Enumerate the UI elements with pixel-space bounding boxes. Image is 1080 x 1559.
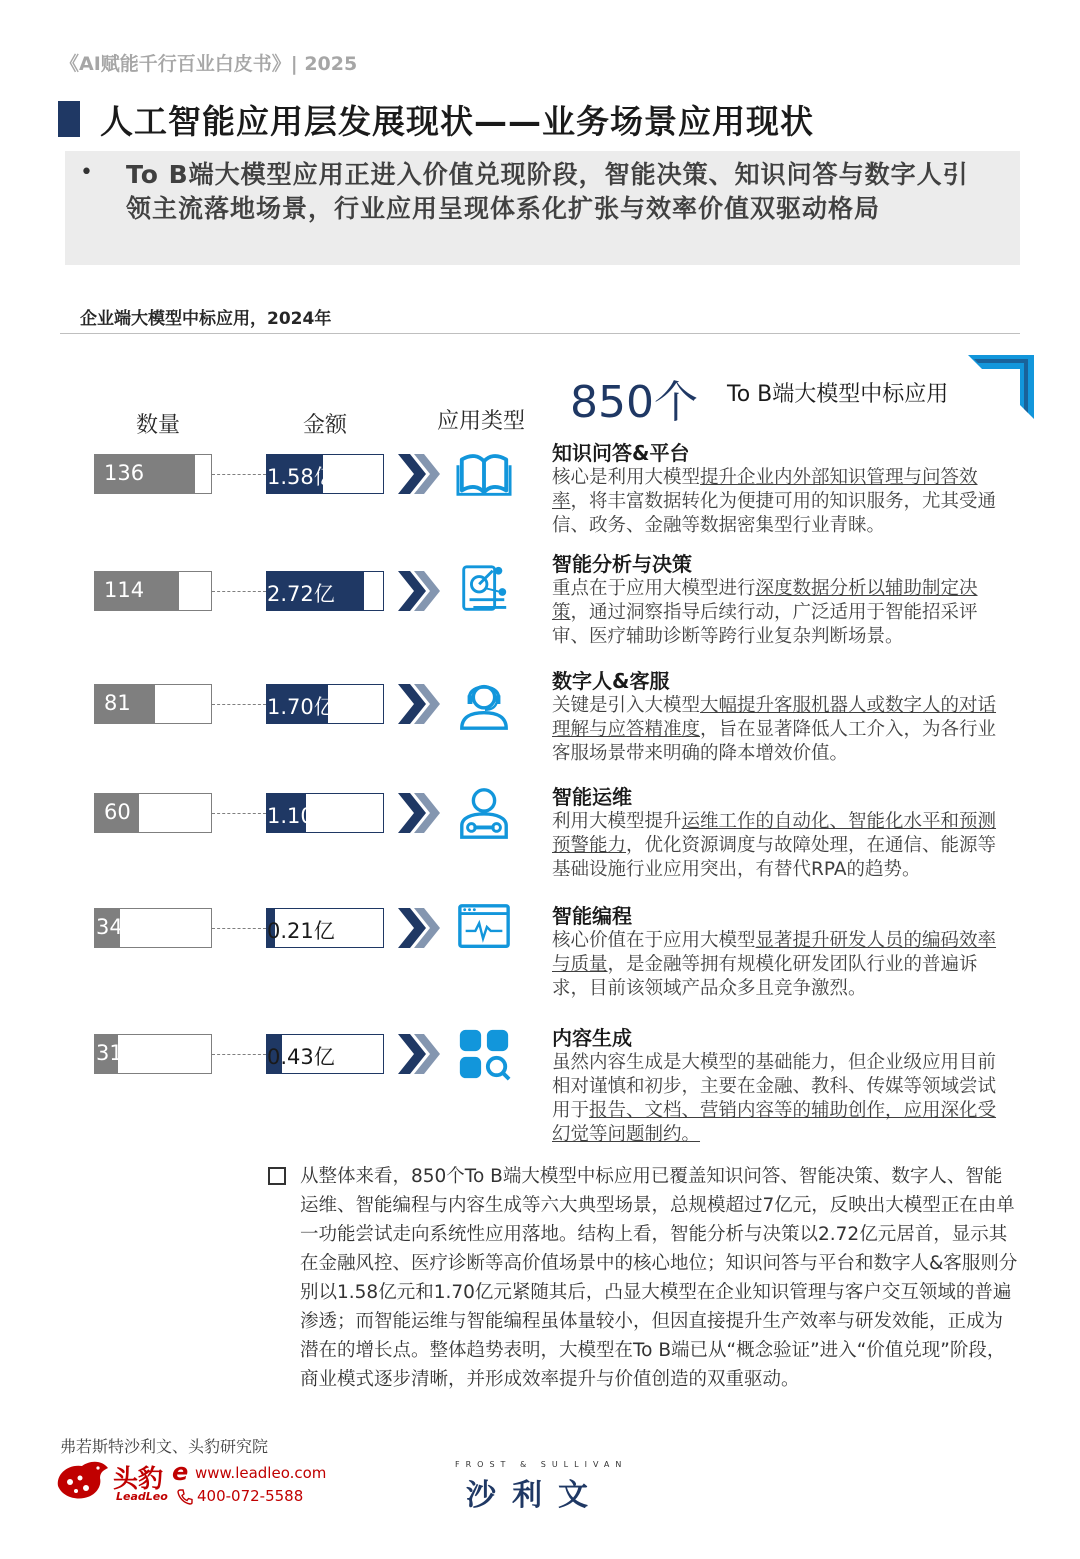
category-title: 内容生成 xyxy=(552,1026,632,1050)
description-text: 虽然内容生成是大模型的基础能力，但企业级应用目前相对谨慎和初步，主要在金融、教科、传媒等领域尝试用于 xyxy=(552,1052,997,1121)
count-value: 31 xyxy=(96,1041,123,1065)
count-value: 34 xyxy=(96,915,123,939)
code-monitor-icon xyxy=(455,900,513,956)
leadleo-logo-en: LeadLeo xyxy=(116,1490,168,1503)
row-connector xyxy=(212,591,266,592)
category-description xyxy=(552,466,1014,538)
count-value: 60 xyxy=(104,800,131,824)
e-logo-icon: e xyxy=(172,1458,189,1486)
chevron-right-icon xyxy=(398,791,442,835)
book-icon xyxy=(455,446,513,502)
description-text: 关键是引入大模型 xyxy=(552,695,701,716)
divider xyxy=(60,333,1020,334)
count-value: 81 xyxy=(104,691,131,715)
summary-text: To B端大模型应用正进入价值兑现阶段，智能决策、知识问答与数字人引领主流落地场景，行业应用呈现体系化扩张与效率价值双驱动格局 xyxy=(126,160,969,223)
amount-value: 0.43亿 xyxy=(267,1045,335,1069)
frost-sullivan-en: FROST & SULLIVAN xyxy=(455,1460,628,1469)
corner-decoration xyxy=(968,355,1034,419)
page-title: 人工智能应用层发展现状——业务场景应用现状 xyxy=(100,102,814,141)
description-text: ，旨在显著降低人工介入，为各行业客服场景带来明确的降本增效价值。 xyxy=(552,719,997,764)
category-title: 智能分析与决策 xyxy=(552,552,692,576)
phone-number: 400-072-5588 xyxy=(197,1487,304,1505)
description-text: 重点在于应用大模型进行 xyxy=(552,578,756,599)
count-bar xyxy=(94,908,212,948)
description-text: 核心价值在于应用大模型 xyxy=(552,930,756,951)
category-description xyxy=(552,1051,1014,1147)
row-connector xyxy=(212,1054,266,1055)
category-description xyxy=(552,929,1014,1001)
leopard-logo-icon xyxy=(54,1456,110,1502)
count-bar xyxy=(94,793,212,833)
engineer-wrench-icon xyxy=(455,785,513,841)
website-link[interactable]: www.leadleo.com xyxy=(195,1464,327,1482)
summary-bullet: • xyxy=(80,160,93,185)
column-header-amount: 金额 xyxy=(303,413,348,438)
amount-bar xyxy=(266,571,384,611)
description-text: ，将丰富数据转化为便捷可用的知识服务，尤其受通信、政务、金融等数据密集型行业青睐。 xyxy=(552,491,997,536)
amount-bar xyxy=(266,454,384,494)
content-grid-icon xyxy=(455,1026,513,1082)
description-text: 利用大模型提升 xyxy=(552,811,682,832)
chevron-right-icon xyxy=(398,682,442,726)
total-count: 850个 xyxy=(570,377,698,428)
row-connector xyxy=(212,928,266,929)
count-bar xyxy=(94,571,212,611)
amount-value: 1.70亿 xyxy=(267,695,335,719)
total-label: To B端大模型中标应用 xyxy=(727,382,949,407)
analysis-note: 从整体来看，850个To B端大模型中标应用已覆盖知识问答、智能决策、数字人、智能运维、智能编程与内容生成等六大典型场景，总规模超过7亿元，反映出大模型正在由单一功能尝试走向系统性应用落地。结构上看，智能分析与决策以2.72亿元居首，显示其在金融风控、医疗诊断等高价值场景中的核心地位；知识问答与平台和数字人&客服则分别以1.58亿元和1.70亿元紧随其后，凸显大模型在企业知识管理与客户交互领域的普遍渗透；而智能运维与智能编程虽体量较小，但因直接提升生产效率与研发效能，正成为潜在的增长点。整体趋势表明，大模型在To B端已从“概念验证”进入“价值兑现”阶段，商业模式逐步清晰，并形成效率提升与价值创造的双重驱动。 xyxy=(300,1166,1018,1390)
description-highlight: 提升企业内外部知识管理与问答效率 xyxy=(552,467,978,512)
category-description xyxy=(552,694,1014,766)
amount-bar xyxy=(266,908,384,948)
analysis-chart-icon xyxy=(455,563,513,619)
description-highlight: 运维工作的自动化、智能化水平和预测预警能力 xyxy=(552,811,997,856)
category-description xyxy=(552,577,1014,649)
category-title: 智能编程 xyxy=(552,904,632,928)
report-tag: 《AI赋能千行百业白皮书》| 2025 xyxy=(60,53,358,75)
title-accent-bar xyxy=(58,101,80,137)
amount-value: 1.10亿 xyxy=(267,804,335,828)
phone-icon xyxy=(176,1488,194,1506)
chevron-right-icon xyxy=(398,569,442,613)
category-description xyxy=(552,810,1014,882)
amount-value: 0.21亿 xyxy=(267,919,335,943)
amount-bar xyxy=(266,684,384,724)
description-highlight: 大幅提升客服机器人或数字人的对话理解与应答精准度 xyxy=(552,695,997,740)
column-header-type: 应用类型 xyxy=(437,409,526,434)
chevron-right-icon xyxy=(398,906,442,950)
description-highlight: 报告、文档、营销内容等的辅助创作，应用深化受幻觉等问题制约。 xyxy=(552,1100,997,1145)
chevron-right-icon xyxy=(398,452,442,496)
row-connector xyxy=(212,813,266,814)
category-title: 智能运维 xyxy=(552,785,632,809)
count-bar xyxy=(94,1034,212,1074)
description-text: ，优化资源调度与故障处理，在通信、能源等基础设施行业应用突出，有替代RPA的趋势。 xyxy=(552,835,997,880)
description-text: ，是金融等拥有规模化研发团队行业的普遍诉求，目前该领域产品众多且竞争激烈。 xyxy=(552,954,978,999)
amount-value: 2.72亿 xyxy=(267,582,335,606)
chart-subtitle: 企业端大模型中标应用，2024年 xyxy=(80,309,332,329)
leadleo-logo-cn: 头豹 xyxy=(113,1464,164,1493)
chevron-right-icon xyxy=(398,1032,442,1076)
amount-bar xyxy=(266,793,384,833)
amount-value: 1.58亿 xyxy=(267,465,335,489)
description-text: 核心是利用大模型 xyxy=(552,467,701,488)
count-bar xyxy=(94,684,212,724)
row-connector xyxy=(212,704,266,705)
count-bar xyxy=(94,454,212,494)
count-value: 114 xyxy=(104,578,145,602)
column-header-count: 数量 xyxy=(136,413,181,438)
amount-bar xyxy=(266,1034,384,1074)
description-highlight: 深度数据分析以辅助制定决策 xyxy=(552,578,978,623)
description-highlight: 显著提升研发人员的编码效率与质量 xyxy=(552,930,997,975)
headset-agent-icon xyxy=(455,676,513,732)
row-connector xyxy=(212,474,266,475)
frost-sullivan-logo: 沙利文 xyxy=(466,1478,604,1513)
source-text: 弗若斯特沙利文、头豹研究院 xyxy=(60,1437,269,1456)
category-title: 数字人&客服 xyxy=(552,669,670,693)
category-title: 知识问答&平台 xyxy=(552,441,690,465)
count-value: 136 xyxy=(104,461,145,485)
description-text: ，通过洞察指导后续行动，广泛适用于智能招采评审、医疗辅助诊断等跨行业复杂判断场景。 xyxy=(552,602,978,647)
note-checkbox-icon xyxy=(268,1167,286,1185)
